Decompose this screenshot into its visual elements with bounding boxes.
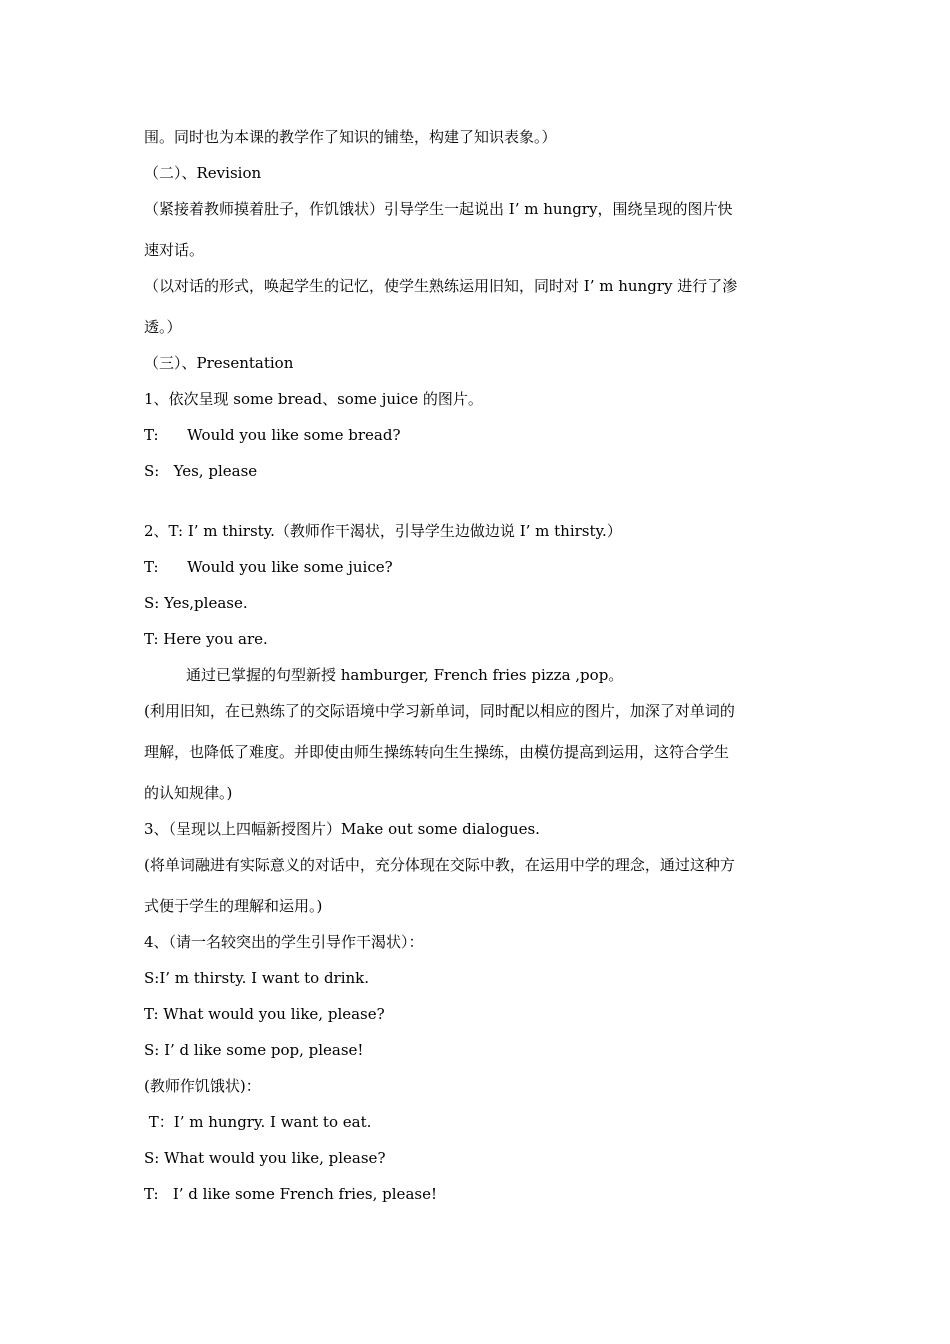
dialogue-line-13: S: Yes,please. bbox=[144, 594, 248, 612]
section-heading-revision: （二）、Revision bbox=[144, 164, 262, 182]
text-line-16: (利用旧知，在已熟练了的交际语境中学习新单词，同时配以相应的图片，加深了对单词的 bbox=[144, 702, 735, 720]
text-line-8: 1、依次呈现 some bread、some juice 的图片。 bbox=[144, 390, 483, 408]
dialogue-line-28: S: What would you like, please? bbox=[144, 1149, 386, 1167]
text-line-26: (教师作饥饿状)： bbox=[144, 1077, 261, 1095]
text-line-6: 透。） bbox=[144, 318, 182, 336]
dialogue-line-14: T: Here you are. bbox=[144, 630, 268, 648]
text-line-11: 2、T: I’ m thirsty.（教师作干渴状，引导学生边做边说 I’ m thirsty.） bbox=[144, 522, 622, 540]
dialogue-line-12: T: Would you like some juice? bbox=[144, 558, 393, 576]
text-line-5: （以对话的形式，唤起学生的记忆，使学生熟练运用旧知，同时对 I’ m hungry 进行了渗 bbox=[144, 277, 738, 295]
text-line-21: 式便于学生的理解和运用。) bbox=[144, 897, 323, 915]
text-line-3: （紧接着教师摸着肚子，作饥饿状）引导学生一起说出 I’ m hungry，围绕呈现的图片快 bbox=[144, 200, 733, 218]
dialogue-line-24: T: What would you like, please? bbox=[144, 1005, 385, 1023]
dialogue-line-9: T: Would you like some bread? bbox=[144, 426, 401, 444]
text-line-18: 的认知规律。) bbox=[144, 784, 233, 802]
dialogue-line-27: T：I’ m hungry. I want to eat. bbox=[144, 1113, 372, 1131]
text-line-17: 理解，也降低了难度。并即使由师生操练转向生生操练，由模仿提高到运用，这符合学生 bbox=[144, 743, 730, 761]
dialogue-line-10: S: Yes, please bbox=[144, 462, 258, 480]
text-line-20: (将单词融进有实际意义的对话中，充分体现在交际中教，在运用中学的理念，通过这种方 bbox=[144, 856, 735, 874]
dialogue-line-23: S:I’ m thirsty. I want to drink. bbox=[144, 969, 370, 987]
text-line-4: 速对话。 bbox=[144, 241, 205, 259]
section-heading-presentation: （三）、Presentation bbox=[144, 354, 294, 372]
text-line-22: 4、（请一名较突出的学生引导作干渴状）： bbox=[144, 933, 424, 951]
text-line-19: 3、（呈现以上四幅新授图片）Make out some dialogues. bbox=[144, 820, 540, 838]
dialogue-line-29: T: I’ d like some French fries, please! bbox=[144, 1185, 437, 1203]
dialogue-line-25: S: I’ d like some pop, please! bbox=[144, 1041, 364, 1059]
text-line-1: 围。同时也为本课的教学作了知识的铺垫，构建了知识表象。） bbox=[144, 128, 557, 146]
text-line-15: 通过已掌握的句型新授 hamburger, French fries pizza ,pop。 bbox=[186, 666, 624, 684]
